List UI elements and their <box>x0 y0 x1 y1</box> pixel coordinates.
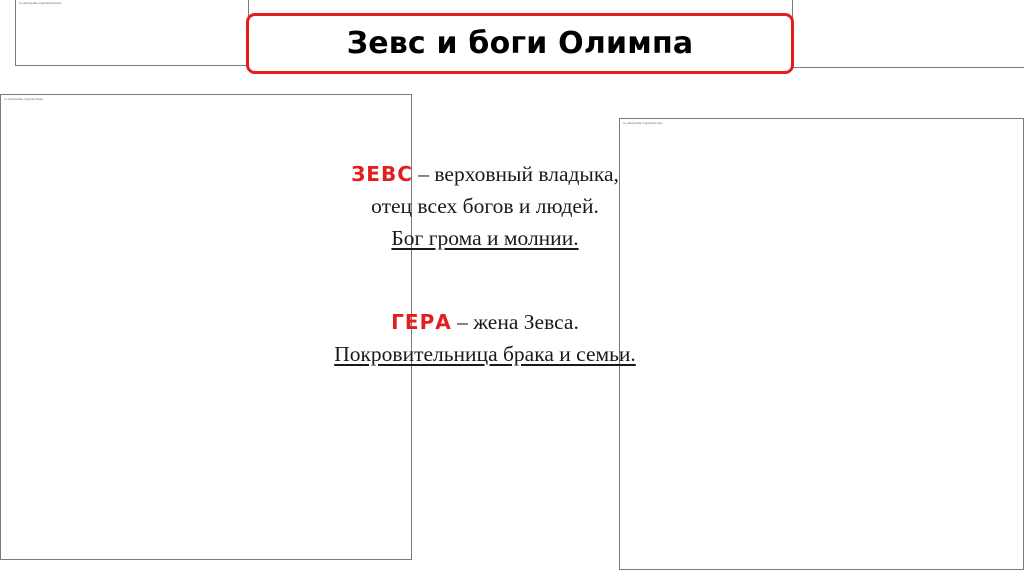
hera-line-1-text: – жена Зевса. <box>451 310 579 334</box>
zeus-line-3 <box>230 222 740 254</box>
zeus-paragraph <box>230 158 740 254</box>
zeus-line-1-text: – верховный владыка, <box>412 162 619 186</box>
slide-content <box>230 158 740 370</box>
image-caption: ru.wikipedia.org/wiki/Гера <box>623 121 663 125</box>
title-box <box>246 13 794 74</box>
hera-line-1 <box>230 306 740 338</box>
image-caption: ru.wikipedia.org/wiki/Олимп <box>19 1 62 5</box>
image-caption: ru.wikipedia.org/wiki/Зевс <box>4 97 44 101</box>
hera-name: ГЕРА <box>391 310 452 334</box>
zeus-role: Бог грома и молнии. <box>391 226 579 250</box>
image-placeholder-top-right <box>792 0 1024 68</box>
hera-paragraph <box>230 306 740 370</box>
hera-role: Покровительница брака и семьи. <box>334 342 636 366</box>
zeus-line-1 <box>230 158 740 190</box>
zeus-name: ЗЕВС <box>351 162 413 186</box>
zeus-line-2: отец всех богов и людей. <box>371 194 599 218</box>
hera-line-2 <box>230 338 740 370</box>
image-placeholder-top-left <box>15 0 249 66</box>
slide-title: Зевс и боги Олимпа <box>346 26 694 61</box>
